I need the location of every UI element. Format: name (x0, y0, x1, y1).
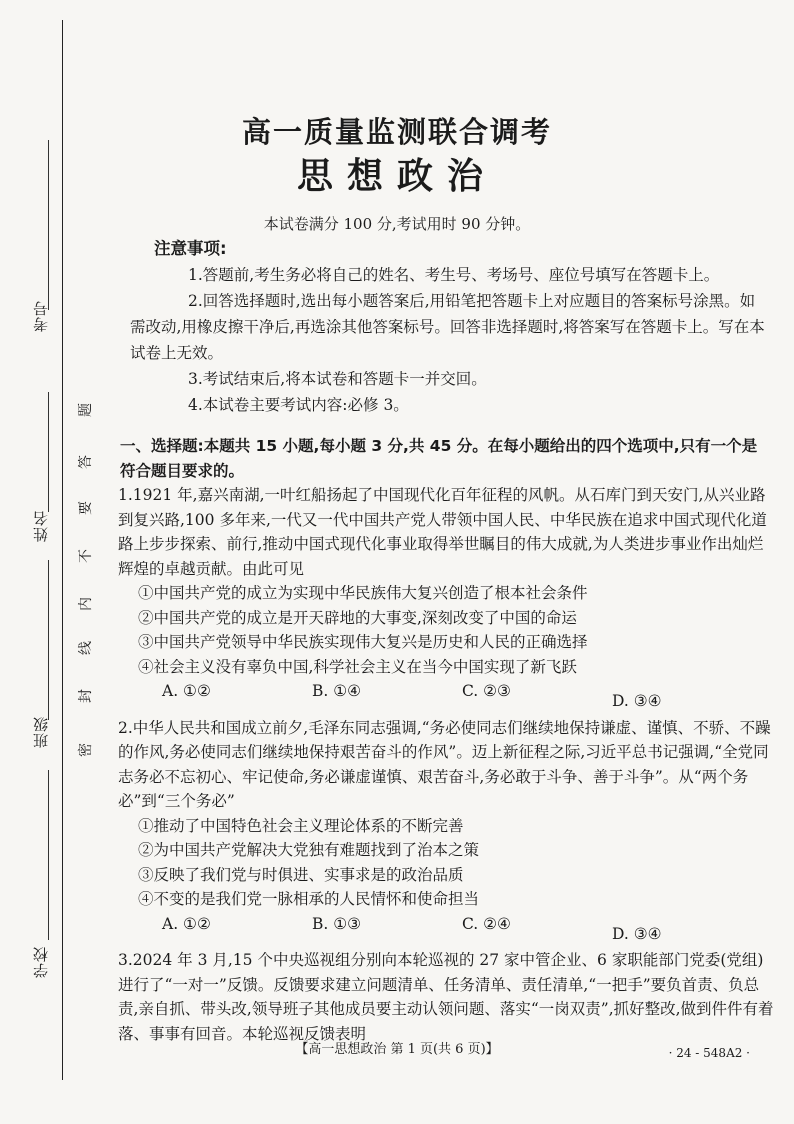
question-option: ②为中国共产党解决大党独有难题找到了治本之策 (138, 841, 480, 859)
note-item: 1.答题前,考生务必将自己的姓名、考生号、考场号、座位号填写在答题卡上。 (188, 266, 720, 284)
name-rule (48, 392, 49, 512)
choice-c: C. ②④ (462, 914, 511, 933)
seal-char: 要 (78, 501, 94, 515)
school-label: 学校 (32, 946, 50, 978)
question-stem: 3.2024 年 3 月,15 个中央巡视组分别向本轮巡视的 27 家中管企业、6 家职能部门党委(党组)进行了“一对一”反馈。反馈要求建立问题清单、任务清单、责任清单,“一把手”要负首责、负总责,亲自抓、带头改,领导班子其他成员要主动认领问题、落实“一岗双责”,抓好整改,做到件件有着落、事事有回音。本轮巡视反馈表明 (118, 951, 774, 1043)
note-item: 2.回答选择题时,选出每小题答案后,用铅笔把答题卡上对应题目的答案标号涂黑。如需改动,用橡皮擦干净后,再选涂其他答案标号。回答非选择题时,将答案写在答题卡上。写在本试卷上无效。 (130, 292, 765, 362)
choice-b: B. ①③ (312, 914, 362, 933)
seal-char: 线 (78, 641, 94, 655)
page-footer: 【高一思想政治 第 1 页(共 6 页)】 (295, 1042, 499, 1057)
exam-title: 高一质量监测联合调考 (241, 115, 552, 149)
question (118, 948, 774, 1046)
question (118, 483, 774, 714)
name-label: 姓名 (32, 510, 50, 542)
seal-char: 内 (78, 597, 94, 611)
choice-d: D. ③④ (612, 924, 662, 943)
seal-char: 不 (78, 549, 94, 563)
question-option: ④社会主义没有辜负中国,科学社会主义在当今中国实现了新飞跃 (138, 657, 577, 676)
choice-c: C. ②③ (462, 682, 511, 700)
seal-char: 题 (78, 403, 94, 417)
class-rule (48, 560, 49, 720)
seal-char: 封 (78, 689, 94, 703)
subject-title: 思想政治 (296, 156, 497, 197)
note-item: 3.考试结束后,将本试卷和答题卡一并交回。 (188, 370, 487, 388)
question-stem: 2.中华人民共和国成立前夕,毛泽东同志强调,“务必使同志们继续地保持谦虚、谨慎、不骄、不躁的作风,务必使同志们继续地保持艰苦奋斗的作风”。迈上新征程之际,习近平总书记强调,“全党同志务必不忘初心、牢记使命,务必谦虚谨慎、艰苦奋斗,务必敢于斗争、善于斗争”。从“两个务必”到“三个务必” (118, 718, 771, 810)
question-option: ①中国共产党的成立为实现中华民族伟大复兴创造了根本社会条件 (138, 584, 588, 602)
school-rule (48, 770, 49, 940)
question-option: ③中国共产党领导中华民族实现伟大复兴是历史和人民的正确选择 (138, 633, 588, 651)
section-heading: 一、选择题:本题共 15 小题,每小题 3 分,共 45 分。在每小题给出的四个选项中,只有一个是符合题目要求的。 (120, 437, 758, 480)
choice-a: A. ①② (162, 914, 211, 933)
choice-b: B. ①④ (312, 682, 362, 700)
answer-choices (118, 912, 774, 947)
question-option: ①推动了中国特色社会主义理论体系的不断完善 (138, 816, 464, 835)
question-option: ③反映了我们党与时俱进、实事求是的政治品质 (138, 865, 464, 884)
answer-choices (118, 679, 774, 714)
exam-no-label: 考号 (32, 300, 50, 332)
question-option: ②中国共产党的成立是开天辟地的大事变,深刻改变了中国的命运 (138, 608, 577, 627)
notes-heading: 注意事项: (154, 239, 227, 258)
question-stem: 1.1921 年,嘉兴南湖,一叶红船扬起了中国现代化百年征程的风帆。从石库门到天安门,从兴业路到复兴路,100 多年来,一代又一代中国共产党人带领中国人民、中华民族在追求中国式现代化道路上步步探索、前行,推动中国式现代化事业取得举世瞩目的伟大成就,为人类进步事业作出灿烂辉煌的卓越贡献。由此可见 (118, 486, 767, 578)
seal-char: 密 (78, 743, 94, 757)
class-label: 班级 (32, 716, 50, 748)
choice-a: A. ①② (162, 682, 211, 700)
exam-info: 本试卷满分 100 分,考试用时 90 分钟。 (263, 215, 531, 233)
paper-code: · 24 - 548A2 · (668, 1046, 750, 1060)
question (118, 716, 774, 947)
choice-d: D. ③④ (612, 692, 662, 710)
question-option: ④不变的是我们党一脉相承的人民情怀和使命担当 (138, 890, 480, 908)
notes-block (130, 236, 770, 418)
note-item: 4.本试卷主要考试内容:必修 3。 (188, 396, 409, 414)
seal-char: 答 (78, 455, 94, 469)
questions (118, 483, 774, 1046)
